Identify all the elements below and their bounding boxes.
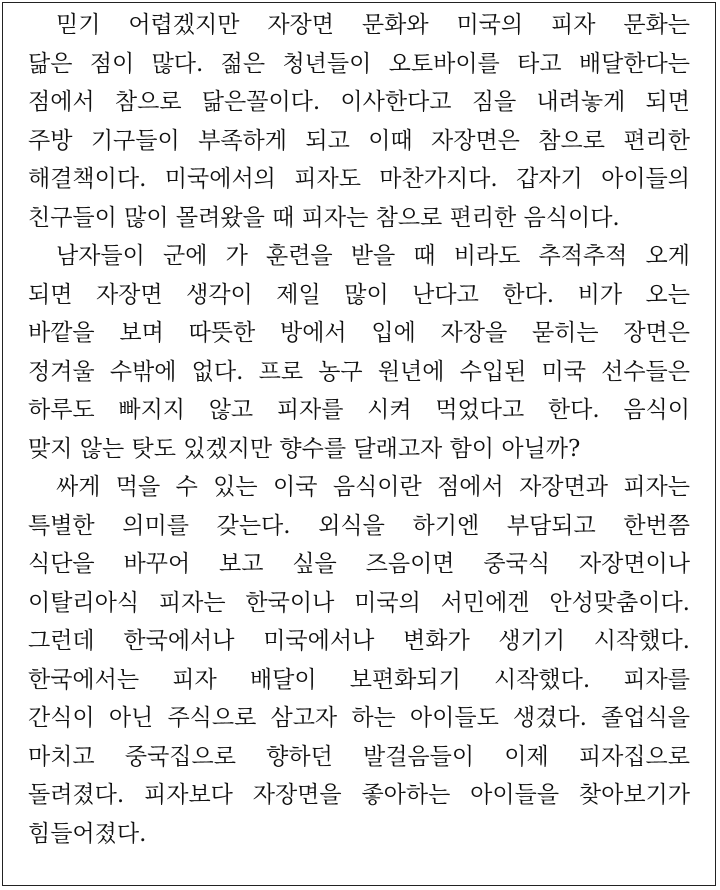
paragraph-3-line-3: 식단을 바꾸어 보고 싶을 즈음이면 중국식 자장면이나 xyxy=(28,551,690,577)
paragraph-3-line-2: 특별한 의미를 갖는다. 외식을 하기엔 부담되고 한번쯤 xyxy=(28,512,690,539)
essay-text xyxy=(28,6,690,853)
paragraph-3-line-7: 간식이 아닌 주식으로 삼고자 하는 아이들도 생겼다. 졸업식을 xyxy=(28,705,690,731)
paragraph-2-line-1: 남자들이 군에 가 훈련을 받을 때 비라도 추적추적 오게 xyxy=(56,243,690,269)
paragraph-1-line-5: 해결책이다. 미국에서의 피자도 마찬가지다. 갑자기 아이들의 xyxy=(28,166,690,192)
paragraph-1-line-1: 믿기 어렵겠지만 자장면 문화와 미국의 피자 문화는 xyxy=(56,12,690,38)
paragraph-3-line-10: 힘들어졌다. xyxy=(28,820,147,847)
paragraph-1-line-6: 친구들이 많이 몰려왔을 때 피자는 참으로 편리한 음식이다. xyxy=(28,204,620,231)
paragraph-1-line-3: 점에서 참으로 닮은꼴이다. 이사한다고 짐을 내려놓게 되면 xyxy=(28,89,690,115)
paragraph-3-line-5: 그런데 한국에서나 미국에서나 변화가 생기기 시작했다. xyxy=(28,628,690,654)
paragraph-3-line-6: 한국에서는 피자 배달이 보편화되기 시작했다. 피자를 xyxy=(28,666,690,693)
paragraph-2-line-3: 바깥을 보며 따뜻한 방에서 입에 자장을 묻히는 장면은 xyxy=(28,320,690,346)
paragraph-2-line-6: 맞지 않는 탓도 있겠지만 향수를 달래고자 함이 아닐까? xyxy=(28,435,581,462)
paragraph-2-line-4: 정겨울 수밖에 없다. 프로 농구 원년에 수입된 미국 선수들은 xyxy=(28,358,690,385)
paragraph-3-line-1: 싸게 먹을 수 있는 이국 음식이란 점에서 자장면과 피자는 xyxy=(56,474,690,500)
paragraph-1-line-2: 닮은 점이 많다. 젊은 청년들이 오토바이를 타고 배달한다는 xyxy=(28,50,690,77)
paragraph-2-line-2: 되면 자장면 생각이 제일 많이 난다고 한다. 비가 오는 xyxy=(28,281,690,308)
paragraph-3-line-9: 돌려졌다. 피자보다 자장면을 좋아하는 아이들을 찾아보기가 xyxy=(28,782,690,808)
paragraph-3-line-4: 이탈리아식 피자는 한국이나 미국의 서민에겐 안성맞춤이다. xyxy=(28,589,690,616)
paragraph-1-line-4: 주방 기구들이 부족하게 되고 이때 자장면은 참으로 편리한 xyxy=(28,127,690,154)
paragraph-2-line-5: 하루도 빠지지 않고 피자를 시켜 먹었다고 한다. 음식이 xyxy=(28,397,690,423)
paragraph-3-line-8: 마치고 중국집으로 향하던 발걸음들이 이제 피자집으로 xyxy=(28,743,690,770)
